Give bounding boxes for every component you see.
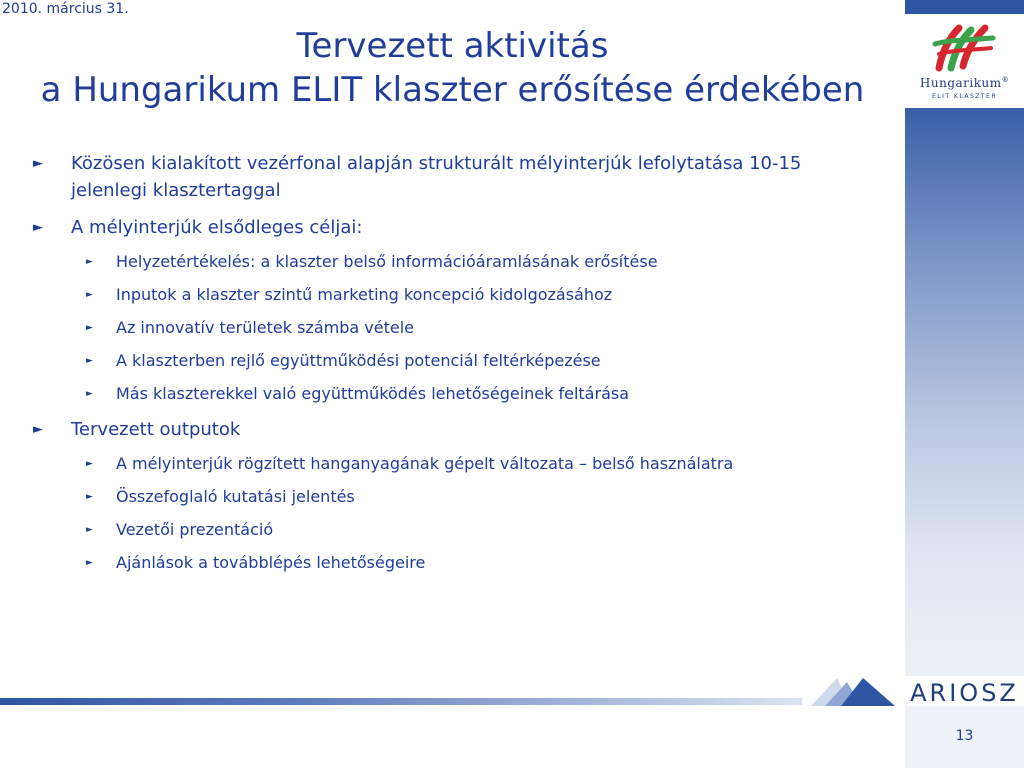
ariosz-triangle-icon [811, 676, 895, 706]
sub-bullet-item [86, 350, 893, 372]
small-triangle-bullet-icon: ► [86, 459, 93, 469]
small-triangle-bullet-icon: ► [86, 389, 93, 399]
sub-bullet-text: A mélyinterjúk rögzített hanganyagának gépelt változata – belső használatra [116, 454, 734, 473]
ariosz-logo [905, 676, 1024, 706]
sub-bullet-item [86, 317, 893, 339]
small-triangle-bullet-icon: ► [86, 492, 93, 502]
sub-bullet-text: Inputok a klaszter szintű marketing koncepció kidolgozásához [116, 285, 613, 304]
sub-bullet-item [86, 519, 893, 541]
triangle-bullet-icon: ► [33, 422, 43, 437]
small-triangle-bullet-icon: ► [86, 558, 93, 568]
ariosz-wordmark: ARIOSZ [910, 679, 1019, 707]
bullet-text: Közösen kialakított vezérfonal alapján strukturált mélyinterjúk lefolytatása 10-15 jelenlegi klasztertaggal [71, 153, 802, 201]
sub-bullet-text: A klaszterben rejlő együttműködési potenciál feltérképezése [116, 351, 601, 370]
slide-date: 2010. március 31. [2, 1, 129, 17]
small-triangle-bullet-icon: ► [86, 323, 93, 333]
triangle-bullet-icon: ► [33, 220, 43, 235]
sub-bullet-item [86, 552, 893, 574]
sub-bullet-item [86, 486, 893, 508]
slide-content [33, 150, 893, 585]
right-decorative-band [905, 0, 1024, 768]
sub-bullet-text: Más klaszterekkel való együttműködés lehetőségeinek feltárása [116, 384, 630, 403]
bullet-item [33, 214, 893, 241]
bullet-item [33, 416, 893, 443]
small-triangle-bullet-icon: ► [86, 356, 93, 366]
sub-bullet-item [86, 383, 893, 405]
bullet-item [33, 150, 893, 204]
triangle-bullet-icon: ► [33, 156, 43, 171]
bullet-text: Tervezett outputok [71, 419, 241, 440]
page-number: 13 [955, 728, 974, 744]
hungarikum-logo [905, 14, 1024, 108]
small-triangle-bullet-icon: ► [86, 257, 93, 267]
hungarikum-emblem-icon [929, 18, 999, 74]
sub-bullet-text: Az innovatív területek számba vétele [116, 318, 414, 337]
sub-bullet-text: Vezetői prezentáció [116, 520, 274, 539]
small-triangle-bullet-icon: ► [86, 525, 93, 535]
sub-bullet-item [86, 251, 893, 273]
sub-bullet-text: Ajánlások a továbblépés lehetőségeire [116, 553, 426, 572]
sub-bullet-item [86, 284, 893, 306]
sub-bullet-item [86, 453, 893, 475]
sub-bullet-text: Összefoglaló kutatási jelentés [116, 487, 355, 506]
sub-bullet-text: Helyzetértékelés: a klaszter belső információáramlásának erősítése [116, 252, 658, 271]
bullet-text: A mélyinterjúk elsődleges céljai: [71, 217, 363, 238]
footer-divider [0, 698, 802, 705]
title-line-2: a Hungarikum ELIT klaszter erősítése érdekében [40, 70, 865, 110]
title-line-1: Tervezett aktivitás [296, 26, 609, 66]
hungarikum-wordmark: Hungarikum® [919, 76, 1010, 90]
small-triangle-bullet-icon: ► [86, 290, 93, 300]
hungarikum-subtitle: ELIT KLASZTER [931, 93, 998, 100]
slide-title [0, 24, 905, 112]
